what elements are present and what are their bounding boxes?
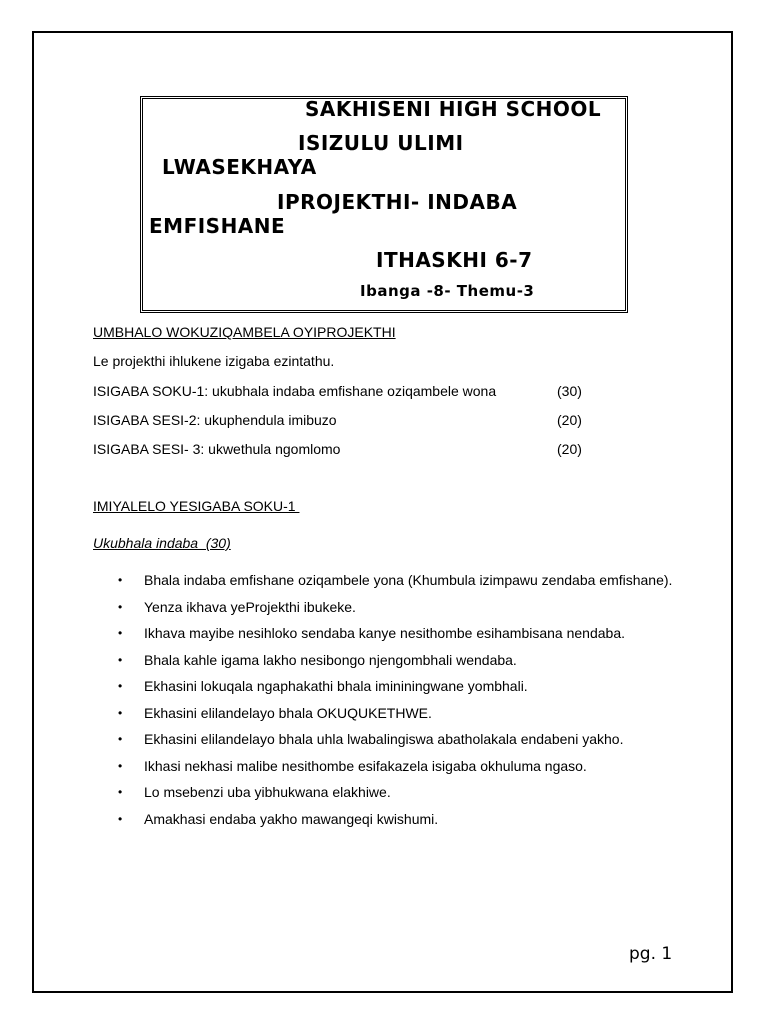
grade-term: Ibanga -8- Themu-3 — [360, 282, 535, 300]
section-2-marks: (20) — [557, 412, 582, 428]
list-item — [118, 567, 674, 594]
bullet-icon: • — [118, 705, 123, 720]
instructions-subheading: Ukubhala indaba (30) — [93, 535, 231, 551]
school-name: SAKHISENI HIGH SCHOOL — [305, 97, 602, 121]
section-1-label: ISIGABA SOKU-1: ukubhala indaba emfishane oziqambele wona — [93, 383, 497, 399]
list-item — [118, 620, 674, 647]
instruction-list — [118, 567, 674, 832]
section-1-marks: (30) — [557, 383, 582, 399]
list-item-text: Ekhasini elilandelayo bhala OKUQUKETHWE. — [144, 704, 432, 721]
project-title-line2: EMFISHANE — [149, 214, 286, 238]
bullet-icon: • — [118, 811, 123, 826]
bullet-icon: • — [118, 758, 123, 773]
list-item — [118, 726, 674, 753]
list-item — [118, 806, 674, 833]
section-3-marks: (20) — [557, 441, 582, 457]
list-item-text: Bhala kahle igama lakho nesibongo njengombhali wendaba. — [144, 651, 517, 668]
list-item — [118, 673, 674, 700]
project-title-line1: IPROJEKTHI- INDABA — [277, 190, 518, 214]
section-2-label: ISIGABA SESI-2: ukuphendula imibuzo — [93, 412, 337, 428]
page-number: pg. 1 — [629, 944, 673, 964]
list-item — [118, 700, 674, 727]
bullet-icon: • — [118, 652, 123, 667]
bullet-icon: • — [118, 573, 123, 587]
instructions-heading: IMIYALELO YESIGABA SOKU-1 — [93, 498, 300, 514]
list-item-text: Yenza ikhava yeProjekthi ibukeke. — [144, 598, 356, 615]
intro-heading: UMBHALO WOKUZIQAMBELA OYIPROJEKTHI — [93, 324, 396, 340]
subject-title-line2: LWASEKHAYA — [162, 155, 317, 179]
bullet-icon: • — [118, 626, 123, 640]
list-item-text: Amakhasi endaba yakho mawangeqi kwishumi. — [144, 810, 439, 827]
list-item-text: Ekhasini lokuqala ngaphakathi bhala imininingwane yombhali. — [144, 678, 528, 694]
bullet-icon: • — [118, 679, 123, 693]
list-item-text: Ikhava mayibe nesihloko sendaba kanye nesithombe esihambisana nendaba. — [144, 625, 625, 641]
list-item — [118, 753, 674, 780]
list-item — [118, 779, 674, 806]
list-item-text: Ekhasini elilandelayo bhala uhla lwabalingiswa abatholakala endabeni yakho. — [144, 731, 624, 747]
subject-title-line1: ISIZULU ULIMI — [298, 131, 464, 155]
bullet-icon: • — [118, 599, 123, 614]
list-item — [118, 594, 674, 621]
intro-description: Le projekthi ihlukene izigaba ezintathu. — [93, 353, 335, 369]
bullet-icon: • — [118, 732, 123, 746]
task-weeks: ITHASKHI 6-7 — [376, 248, 533, 272]
bullet-icon: • — [118, 785, 123, 799]
section-3-label: ISIGABA SESI- 3: ukwethula ngomlomo — [93, 441, 341, 457]
list-item-text: Bhala indaba emfishane oziqambele yona (Khumbula izimpawu zendaba emfishane). — [144, 572, 673, 588]
list-item-text: Ikhasi nekhasi malibe nesithombe esifakazela isigaba okhuluma ngaso. — [144, 757, 587, 774]
list-item — [118, 647, 674, 674]
list-item-text: Lo msebenzi uba yibhukwana elakhiwe. — [144, 784, 391, 800]
